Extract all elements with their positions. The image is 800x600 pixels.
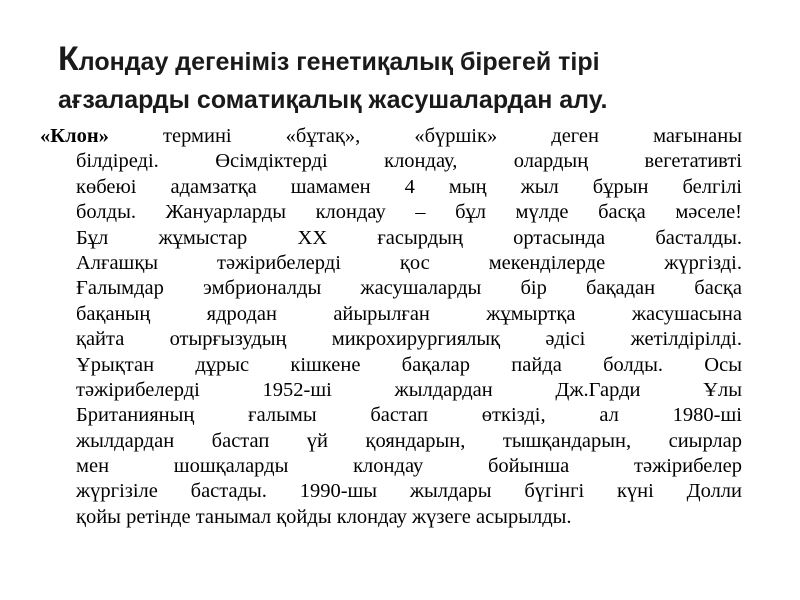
paragraph-line: Алғашқы тәжірибелерді қос мекенділерде жүргізді.: [76, 251, 742, 274]
title-line-2: ағзаларды соматиқалық жасушалардан алу.: [58, 86, 608, 114]
paragraph-line: қайта отырғызудың микрохирургиялық әдісі жетілдірілді.: [76, 328, 742, 351]
paragraph-line-text: термині «бұтақ», «бүршік» деген мағынаны: [108, 125, 742, 147]
paragraph-line: Ұрықтан дұрыс кішкене бақалар пайда болды. Осы: [76, 353, 742, 376]
paragraph-line: бақаның ядродан айырылған жұмыртқа жасушасына: [76, 302, 742, 325]
body-paragraph: [40, 124, 742, 530]
paragraph-line: тәжірибелерді 1952-ші жылдардан Дж.Гарди Ұлы: [76, 378, 742, 401]
paragraph-line: Бұл жұмыстар XX ғасырдың ортасында басталды.: [76, 226, 742, 249]
title-initial-letter: К: [58, 40, 79, 78]
paragraph-line: мен шошқаларды клондау бойынша тәжірибелер: [76, 455, 742, 478]
paragraph-line: [40, 124, 742, 149]
paragraph-line: болды. Жануарларды клондау – бұл мүлде басқа мәселе!: [76, 201, 742, 224]
paragraph-line: білдіреді. Өсімдіктерді клондау, олардың вегетативті: [76, 150, 742, 173]
paragraph-line: жылдардан бастап үй қояндарын, тышқандарын, сиырлар: [76, 429, 742, 452]
paragraph-line: Ғалымдар эмбрионалды жасушаларды бір бақадан басқа: [76, 277, 742, 300]
paragraph-line: көбеюі адамзатқа шамамен 4 мың жыл бұрын белгілі: [76, 175, 742, 198]
paragraph-line: қойы ретінде танымал қойды клондау жүзеге асырылды.: [76, 505, 572, 528]
title-line-1: [58, 40, 758, 81]
title-line-1-text: лондау дегеніміз генетиқалық бірегей тірі: [78, 48, 600, 76]
paragraph-line: жүргізіле бастады. 1990-шы жылдары бүгінгі күні Долли: [76, 480, 742, 503]
slide-title: [58, 40, 758, 119]
paragraph-line: Британияның ғалымы бастап өткізді, ал 1980-ші: [76, 404, 742, 427]
term-clone: «Клон»: [40, 125, 109, 147]
